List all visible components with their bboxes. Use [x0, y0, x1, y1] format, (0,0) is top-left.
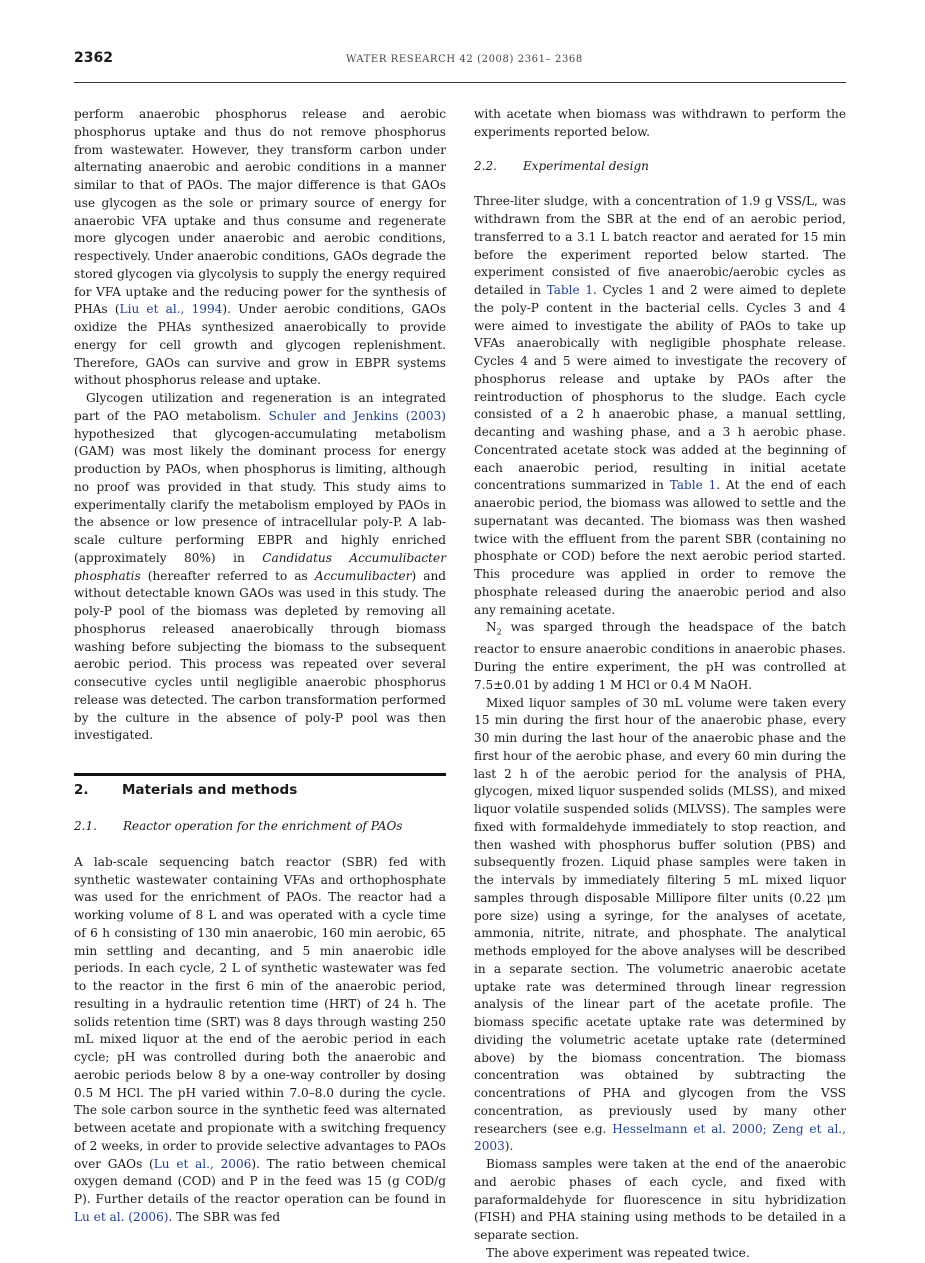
table-link[interactable]: Table 1: [669, 478, 717, 493]
citation-link[interactable]: Lu et al., 2006: [153, 1156, 252, 1171]
page-header: [74, 46, 846, 84]
section-heading: [74, 773, 446, 802]
paragraph: The above experiment was repeated twice.: [486, 1245, 750, 1260]
paragraph: A lab-scale sequencing batch reactor (SBR) fed with synthetic wastewater containing VFAs and orthophosphate was used for the enrichment of PAOs. The reactor had a working volume of 8 L and was operated with a cycle time of 6 h consisting of 130 min anaerobic, 160 min aerobic, 65 min settling and decanting, and 5 min anaerobic idle periods. In each cycle, 2 L of synthetic wastewater was fed to the reactor in the first 6 min of the anaerobic period, resulting in a hydraulic retention time (HRT) of 24 h. The solids retention time (SRT) was 8 days through wasting 250 mL mixed liquor at the end of the aerobic period in each cycle; pH was controlled during both the anaerobic and aerobic periods below 8 by a one-way controller by dosing 0.5 M HCl. The pH varied within 7.0–8.0 during the cycle. The sole carbon source in the synthetic feed was alternated between acetate and propionate with a switching frequency of 2 weeks, in order to provide selective advantages to PAOs over GAOs (Lu et al., 2006). The ratio between chemical oxygen demand (COD) and P in the feed was 15 (g COD/g P). Further details of the reactor operation can be found in Lu et al. (2006). The SBR was fed: [74, 854, 446, 1224]
citation-link[interactable]: Schuler and Jenkins (2003): [268, 408, 446, 423]
left-column: [74, 106, 446, 1227]
paragraph: Three-liter sludge, with a concentration of 1.9 g VSS/L, was withdrawn from the SBR at the end of an aerobic period, transferred to a 3.1 L batch reactor and aerated for 15 min before the experiment reported below started. The experiment consisted of five anaerobic/aerobic cycles as detailed in Table 1. Cycles 1 and 2 were aimed to deplete the poly-P content in the bacterial cells. Cycles 3 and 4 were aimed to investigate the ability of PAOs to take up VFAs anaerobically with negligible phosphate release. Cycles 4 and 5 were aimed to investigate the recovery of phosphorus release and uptake by PAOs after the reintroduction of phosphorus to the sludge. Each cycle consisted of a 2 h anaerobic phase, a manual settling, decanting and washing phase, and a 3 h aerobic phase. Concentrated acetate stock was added at the beginning of each anaerobic period, resulting in initial acetate concentrations summarized in Table 1. At the end of each anaerobic period, the biomass was allowed to settle and the supernatant was decanted. The biomass was then washed twice with the effluent from the parent SBR (containing no phosphate or COD) before the next aerobic period started. This procedure was applied in order to remove the phosphate released during the anaerobic period and also any remaining acetate.: [474, 194, 846, 617]
right-column: [474, 106, 846, 1263]
citation-link[interactable]: Hesselmann et al. 2000; Zeng et al., 2003: [474, 1121, 846, 1154]
citation-link[interactable]: Lu et al. (2006): [74, 1209, 169, 1224]
paragraph: Biomass samples were taken at the end of the anaerobic and aerobic phases of each cycle, and fixed with paraformaldehyde for fluorescence in situ hybridization (FISH) and PHA staining using methods to be detailed in a separate section.: [474, 1157, 846, 1243]
paragraph: with acetate when biomass was withdrawn to perform the experiments reported below.: [474, 107, 846, 139]
paragraph: Glycogen utilization and regeneration is an integrated part of the PAO metabolism. Schuler and Jenkins (2003) hypothesized that glycogen-accumulating metabolism (GAM) was most likely the dominant process for energy production by PAOs, when phosphorus is limiting, although no proof was provided in that study. This study aims to experimentally clarify the metabolism employed by PAOs in the absence or low presence of intracellular poly-P. A lab-scale culture performing EBPR and highly enriched (approximately 80%) in Candidatus Accumulibacter phosphatis (hereafter referred to as Accumulibacter) and without detectable known GAOs was used in this study. The poly-P pool of the biomass was depleted by removing all phosphorus released anaerobically through biomass washing before subjecting the biomass to the subsequent aerobic period. This process was repeated over several consecutive cycles until negligible anaerobic phosphorus release was detected. The carbon transformation performed by the culture in the absence of poly-P pool was then investigated.: [74, 391, 446, 743]
section-title: Materials and methods: [122, 782, 298, 798]
page-number: 2362: [74, 50, 113, 66]
citation-link[interactable]: Liu et al., 1994: [119, 302, 223, 317]
table-link[interactable]: Table 1: [546, 283, 594, 297]
journal-running-head: WATER RESEARCH 42 (2008) 2361– 2368: [346, 54, 583, 65]
paragraph: perform anaerobic phosphorus release and aerobic phosphorus uptake and thus do not remove phosphorus from wastewater. However, they transform carbon under alternating anaerobic and aerobic conditions in a manner similar to that of PAOs. The major difference is that GAOs use glycogen as the sole or primary source of energy for anaerobic VFA uptake and thus consume and regenerate more glycogen under anaerobic and aerobic conditions, respectively. Under anaerobic conditions, GAOs degrade the stored glycogen via glycolysis to supply the energy required for VFA uptake and the reducing power for the synthesis of PHAs (Liu et al., 1994). Under aerobic conditions, GAOs oxidize the PHAs synthesized anaerobically to provide energy for cell growth and glycogen replenishment. Therefore, GAOs can survive and grow in EBPR systems without phosphorus release and uptake.: [74, 107, 446, 388]
section-number: 2.: [74, 782, 89, 798]
paragraph: Mixed liquor samples of 30 mL volume were taken every 15 min during the first hour of the anaerobic phase, every 30 min during the last hour of the anaerobic phase and the first hour of the aerobic phase, and every 60 min during the last 2 h of the aerobic period for the analysis of PHA, glycogen, mixed liquor suspended solids (MLSS), and mixed liquor volatile suspended solids (MLVSS). The samples were fixed with formaldehyde immediately to stop reaction, and then washed with phosphorus buffer solution (PBS) and subsequently frozen. Liquid phase samples were taken in the intervals by immediately filtering 5 mL mixed liquor samples through disposable Millipore filter units (0.22 μm pore size) using a syringe, for the analyses of acetate, ammonia, nitrite, nitrate, and phosphate. The analytical methods employed for the above analyses will be described in a separate section. The volumetric anaerobic acetate uptake rate was determined through linear regression analysis of the linear part of the acetate profile. The biomass specific acetate uptake rate was determined by dividing the volumetric acetate uptake rate (determined above) by the biomass concentration. The biomass concentration was obtained by subtracting the concentrations of PHA and glycogen from the VSS concentration, as previously used by many other researchers (see e.g. Hesselmann et al. 2000; Zeng et al., 2003).: [474, 695, 846, 1154]
header-rule: [74, 82, 846, 83]
paragraph: $N_2$ was sparged through the headspace of the batch reactor to ensure anaerobic conditions in anaerobic phases. During the entire experiment, the pH was controlled at 7.5±0.01 by adding 1 M HCl or 0.4 M NaOH.: [474, 620, 846, 692]
subsection-heading: 2.2. Experimental design: [474, 158, 649, 173]
subsection-heading: 2.1. Reactor operation for the enrichment of PAOs: [74, 819, 403, 833]
